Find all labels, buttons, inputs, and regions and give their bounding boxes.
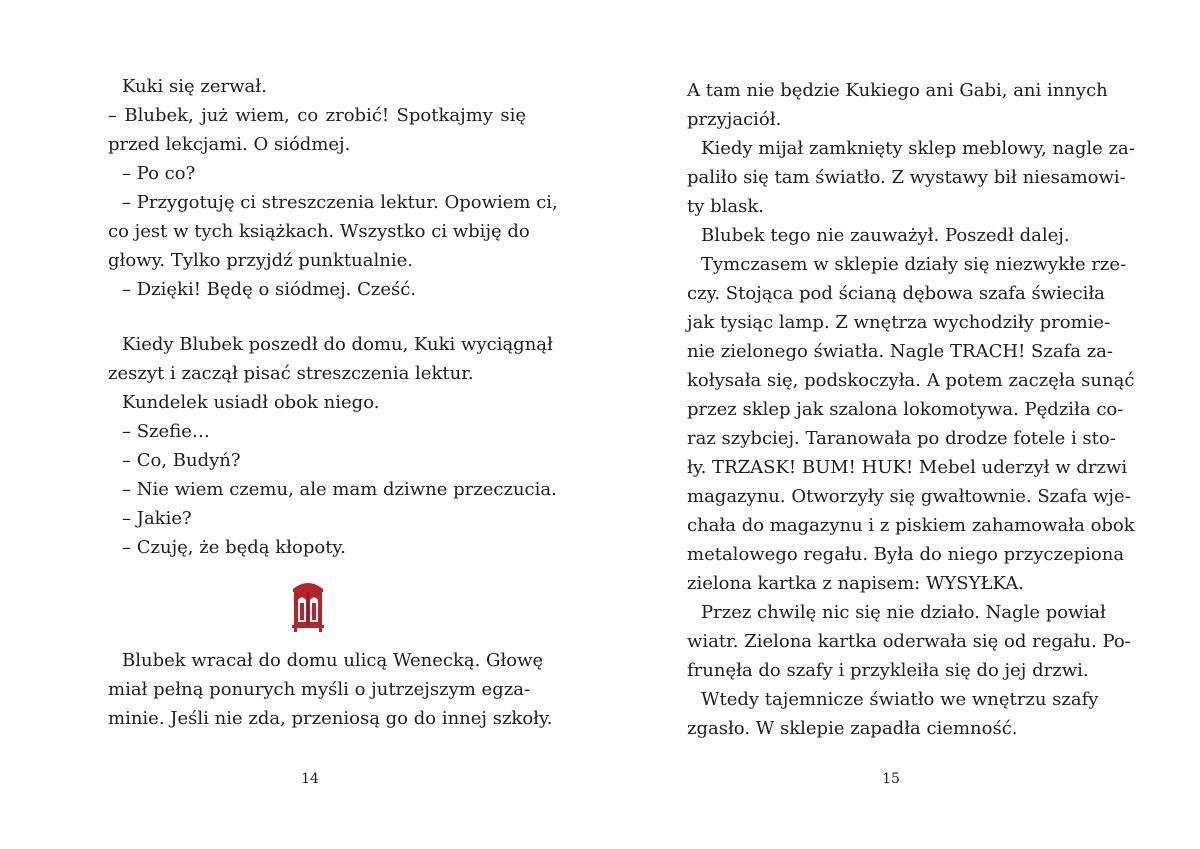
narrative-block bbox=[108, 646, 553, 733]
narrative-block bbox=[687, 76, 1135, 743]
text-line: zielona kartka z napisem: WYSYŁKA. bbox=[687, 573, 1024, 594]
narrative-block bbox=[108, 330, 557, 562]
text-line: chała do magazynu i z piskiem zahamowała obok bbox=[687, 515, 1135, 536]
text-line: Kiedy Blubek poszedł do domu, Kuki wyciągnął bbox=[122, 334, 553, 355]
text-line: Wtedy tajemnicze światło we wnętrzu szafy bbox=[701, 689, 1099, 710]
text-line: zgasło. W sklepie zapadła ciemność. bbox=[687, 718, 1018, 739]
wardrobe-icon bbox=[290, 578, 326, 632]
text-line: Kuki się zerwał. bbox=[122, 76, 267, 97]
text-line: ły. TRZASK! BUM! HUK! Mebel uderzył w drzwi bbox=[687, 457, 1128, 478]
text-line: – Jakie? bbox=[122, 508, 192, 529]
text-line: zeszyt i zaczął pisać streszczenia lektur. bbox=[108, 363, 474, 384]
text-line: głowy. Tylko przyjdź punktualnie. bbox=[108, 250, 413, 271]
text-line: Kundelek usiadł obok niego. bbox=[122, 392, 380, 413]
text-line: co jest w tych książkach. Wszystko ci wbiję do bbox=[108, 221, 530, 242]
text-line: metalowego regału. Była do niego przyczepiona bbox=[687, 544, 1125, 565]
text-line: magazynu. Otworzyły się gwałtownie. Szafa wje- bbox=[687, 486, 1131, 507]
text-line: raz szybciej. Taranowała po drodze fotele i sto- bbox=[687, 428, 1116, 449]
text-line: Przez chwilę nic się nie działo. Nagle powiał bbox=[701, 602, 1106, 623]
text-line: ty blask. bbox=[687, 196, 765, 217]
text-line: A tam nie będzie Kukiego ani Gabi, ani innych bbox=[687, 80, 1108, 101]
text-line: – Blubek, już wiem, co zrobić! Spotkajmy się bbox=[108, 105, 526, 126]
text-line: – Dzięki! Będę o siódmej. Cześć. bbox=[122, 279, 417, 300]
text-line: jak tysiąc lamp. Z wnętrza wychodziły promie- bbox=[687, 312, 1111, 333]
text-line: – Nie wiem czemu, ale mam dziwne przeczucia. bbox=[122, 479, 557, 500]
dialogue-block bbox=[108, 72, 558, 304]
text-line: przyjaciół. bbox=[687, 109, 782, 130]
text-line: – Czuję, że będą kłopoty. bbox=[122, 537, 346, 558]
text-line: przez sklep jak szalona lokomotywa. Pędziła co- bbox=[687, 399, 1124, 420]
text-line: paliło się tam światło. Z wystawy bił niesamowi- bbox=[687, 167, 1126, 188]
text-line: przed lekcjami. O siódmej. bbox=[108, 134, 351, 155]
text-line: – Po co? bbox=[122, 163, 196, 184]
text-line: frunęła do szafy i przykleiła się do jej drzwi. bbox=[687, 660, 1089, 681]
page-number: 15 bbox=[882, 771, 900, 787]
text-line: Kiedy mijał zamknięty sklep meblowy, nagle za- bbox=[701, 138, 1135, 159]
text-line: – Szefie… bbox=[122, 421, 210, 442]
text-line: miał pełną ponurych myśli o jutrzejszym egza- bbox=[108, 679, 531, 700]
page-number: 14 bbox=[301, 771, 319, 787]
text-line: minie. Jeśli nie zda, przeniosą go do innej szkoły. bbox=[108, 708, 553, 729]
text-line: nie zielonego światła. Nagle TRACH! Szafa za- bbox=[687, 341, 1113, 362]
right-page bbox=[600, 0, 1200, 849]
text-line: – Co, Budyń? bbox=[122, 450, 241, 471]
text-line: Tymczasem w sklepie działy się niezwykłe rze- bbox=[701, 254, 1127, 275]
text-line: – Przygotuję ci streszczenia lektur. Opowiem ci, bbox=[122, 192, 558, 213]
text-line: Blubek tego nie zauważył. Poszedł dalej. bbox=[701, 225, 1070, 246]
text-line: wiatr. Zielona kartka oderwała się od regału. Po- bbox=[687, 631, 1131, 652]
text-line: czy. Stojąca pod ścianą dębowa szafa świeciła bbox=[687, 283, 1105, 304]
text-line: kołysała się, podskoczyła. A potem zaczęła sunąć bbox=[687, 370, 1135, 391]
text-line: Blubek wracał do domu ulicą Wenecką. Głowę bbox=[122, 650, 544, 671]
